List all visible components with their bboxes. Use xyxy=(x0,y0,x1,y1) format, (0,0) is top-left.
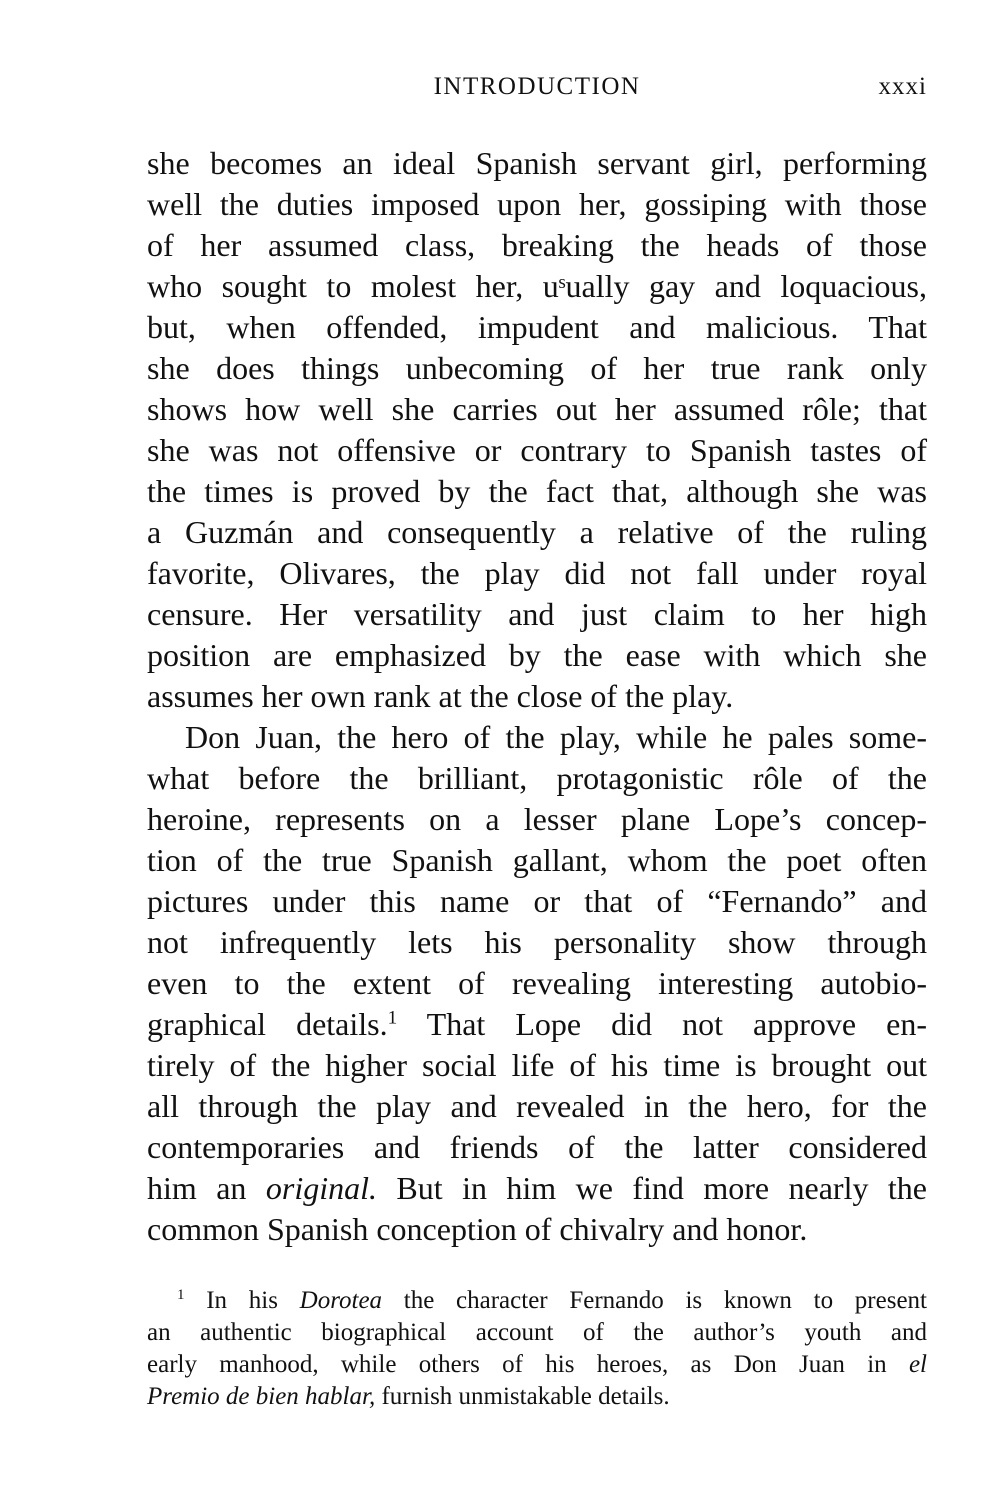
text-line: assumes her own rank at the close of the play. xyxy=(147,678,734,714)
text-segment: That Lope did not approve en- xyxy=(397,1006,928,1042)
text-segment: him an xyxy=(147,1170,266,1206)
text-line: but, when offended, impudent and malicious. That xyxy=(147,309,927,345)
text-line: shows how well she carries out her assumed rôle; that xyxy=(147,391,927,427)
text-line: the times is proved by the fact that, although she was xyxy=(147,473,927,509)
text-line: common Spanish conception of chivalry and honor. xyxy=(147,1211,808,1247)
text-line: heroine, represents on a lesser plane Lope’s concep- xyxy=(147,801,927,837)
text-line: not infrequently lets his personality show through xyxy=(147,924,927,960)
page-number: xxxi xyxy=(878,73,927,100)
footnote-marker: 1 xyxy=(177,1287,185,1303)
text-segment: In his xyxy=(184,1287,300,1314)
text-line xyxy=(147,1004,927,1045)
text-line: even to the extent of revealing interesting autobio- xyxy=(147,965,927,1001)
body-text xyxy=(147,143,927,1250)
text-line: tirely of the higher social life of his time is brought out xyxy=(147,1047,927,1083)
text-line: of her assumed class, breaking the heads of those xyxy=(147,227,927,263)
emphasized-word: original. xyxy=(265,1170,377,1206)
paragraph-2 xyxy=(147,717,927,1250)
footnote-reference[interactable]: 1 xyxy=(387,1007,398,1029)
text-line: favorite, Olivares, the play did not fall under royal xyxy=(147,555,927,591)
text-line: contemporaries and friends of the latter considered xyxy=(147,1129,927,1165)
footnote-line xyxy=(147,1349,927,1381)
text-segment: the character Fernando is known to present xyxy=(382,1287,927,1314)
text-line: she was not offensive or contrary to Spanish tastes of xyxy=(147,432,927,468)
italic-title: Dorotea xyxy=(299,1287,383,1314)
text-line: she does things unbecoming of her true rank only xyxy=(147,350,927,386)
text-line: well the duties imposed upon her, gossiping with those xyxy=(147,186,927,222)
footnote xyxy=(147,1285,927,1413)
footnote-line xyxy=(147,1285,927,1317)
text-line: all through the play and revealed in the hero, for the xyxy=(147,1088,927,1124)
text-line: tion of the true Spanish gallant, whom the poet often xyxy=(147,842,927,878)
text-line: who sought to molest her, uˢually gay and loquacious, xyxy=(147,268,927,304)
text-line: Don Juan, the hero of the play, while he pales some- xyxy=(185,719,927,755)
text-line xyxy=(147,1168,927,1209)
text-line: she becomes an ideal Spanish servant girl, performing xyxy=(147,145,927,181)
text-line: a Guzmán and consequently a relative of the ruling xyxy=(147,514,927,550)
running-title: INTRODUCTION xyxy=(433,73,641,100)
running-head xyxy=(147,73,927,109)
footnote-line: an authentic biographical account of the author’s youth and xyxy=(147,1319,927,1346)
text-line: pictures under this name or that of “Fernando” and xyxy=(147,883,927,919)
italic-title: Premio de bien hablar, xyxy=(147,1383,376,1410)
text-segment: early manhood, while others of his heroes, as Don Juan in xyxy=(147,1351,909,1378)
text-line: what before the brilliant, protagonistic rôle of the xyxy=(147,760,927,796)
footnote-line xyxy=(147,1381,927,1413)
text-line: position are emphasized by the ease with which she xyxy=(147,637,927,673)
paragraph-1 xyxy=(147,143,927,717)
text-segment: But in him we find more nearly the xyxy=(376,1170,928,1206)
text-segment: graphical details. xyxy=(147,1006,388,1042)
italic-title: el xyxy=(908,1351,927,1378)
text-segment: furnish unmistakable details. xyxy=(375,1383,670,1410)
text-line: censure. Her versatility and just claim to her high xyxy=(147,596,927,632)
